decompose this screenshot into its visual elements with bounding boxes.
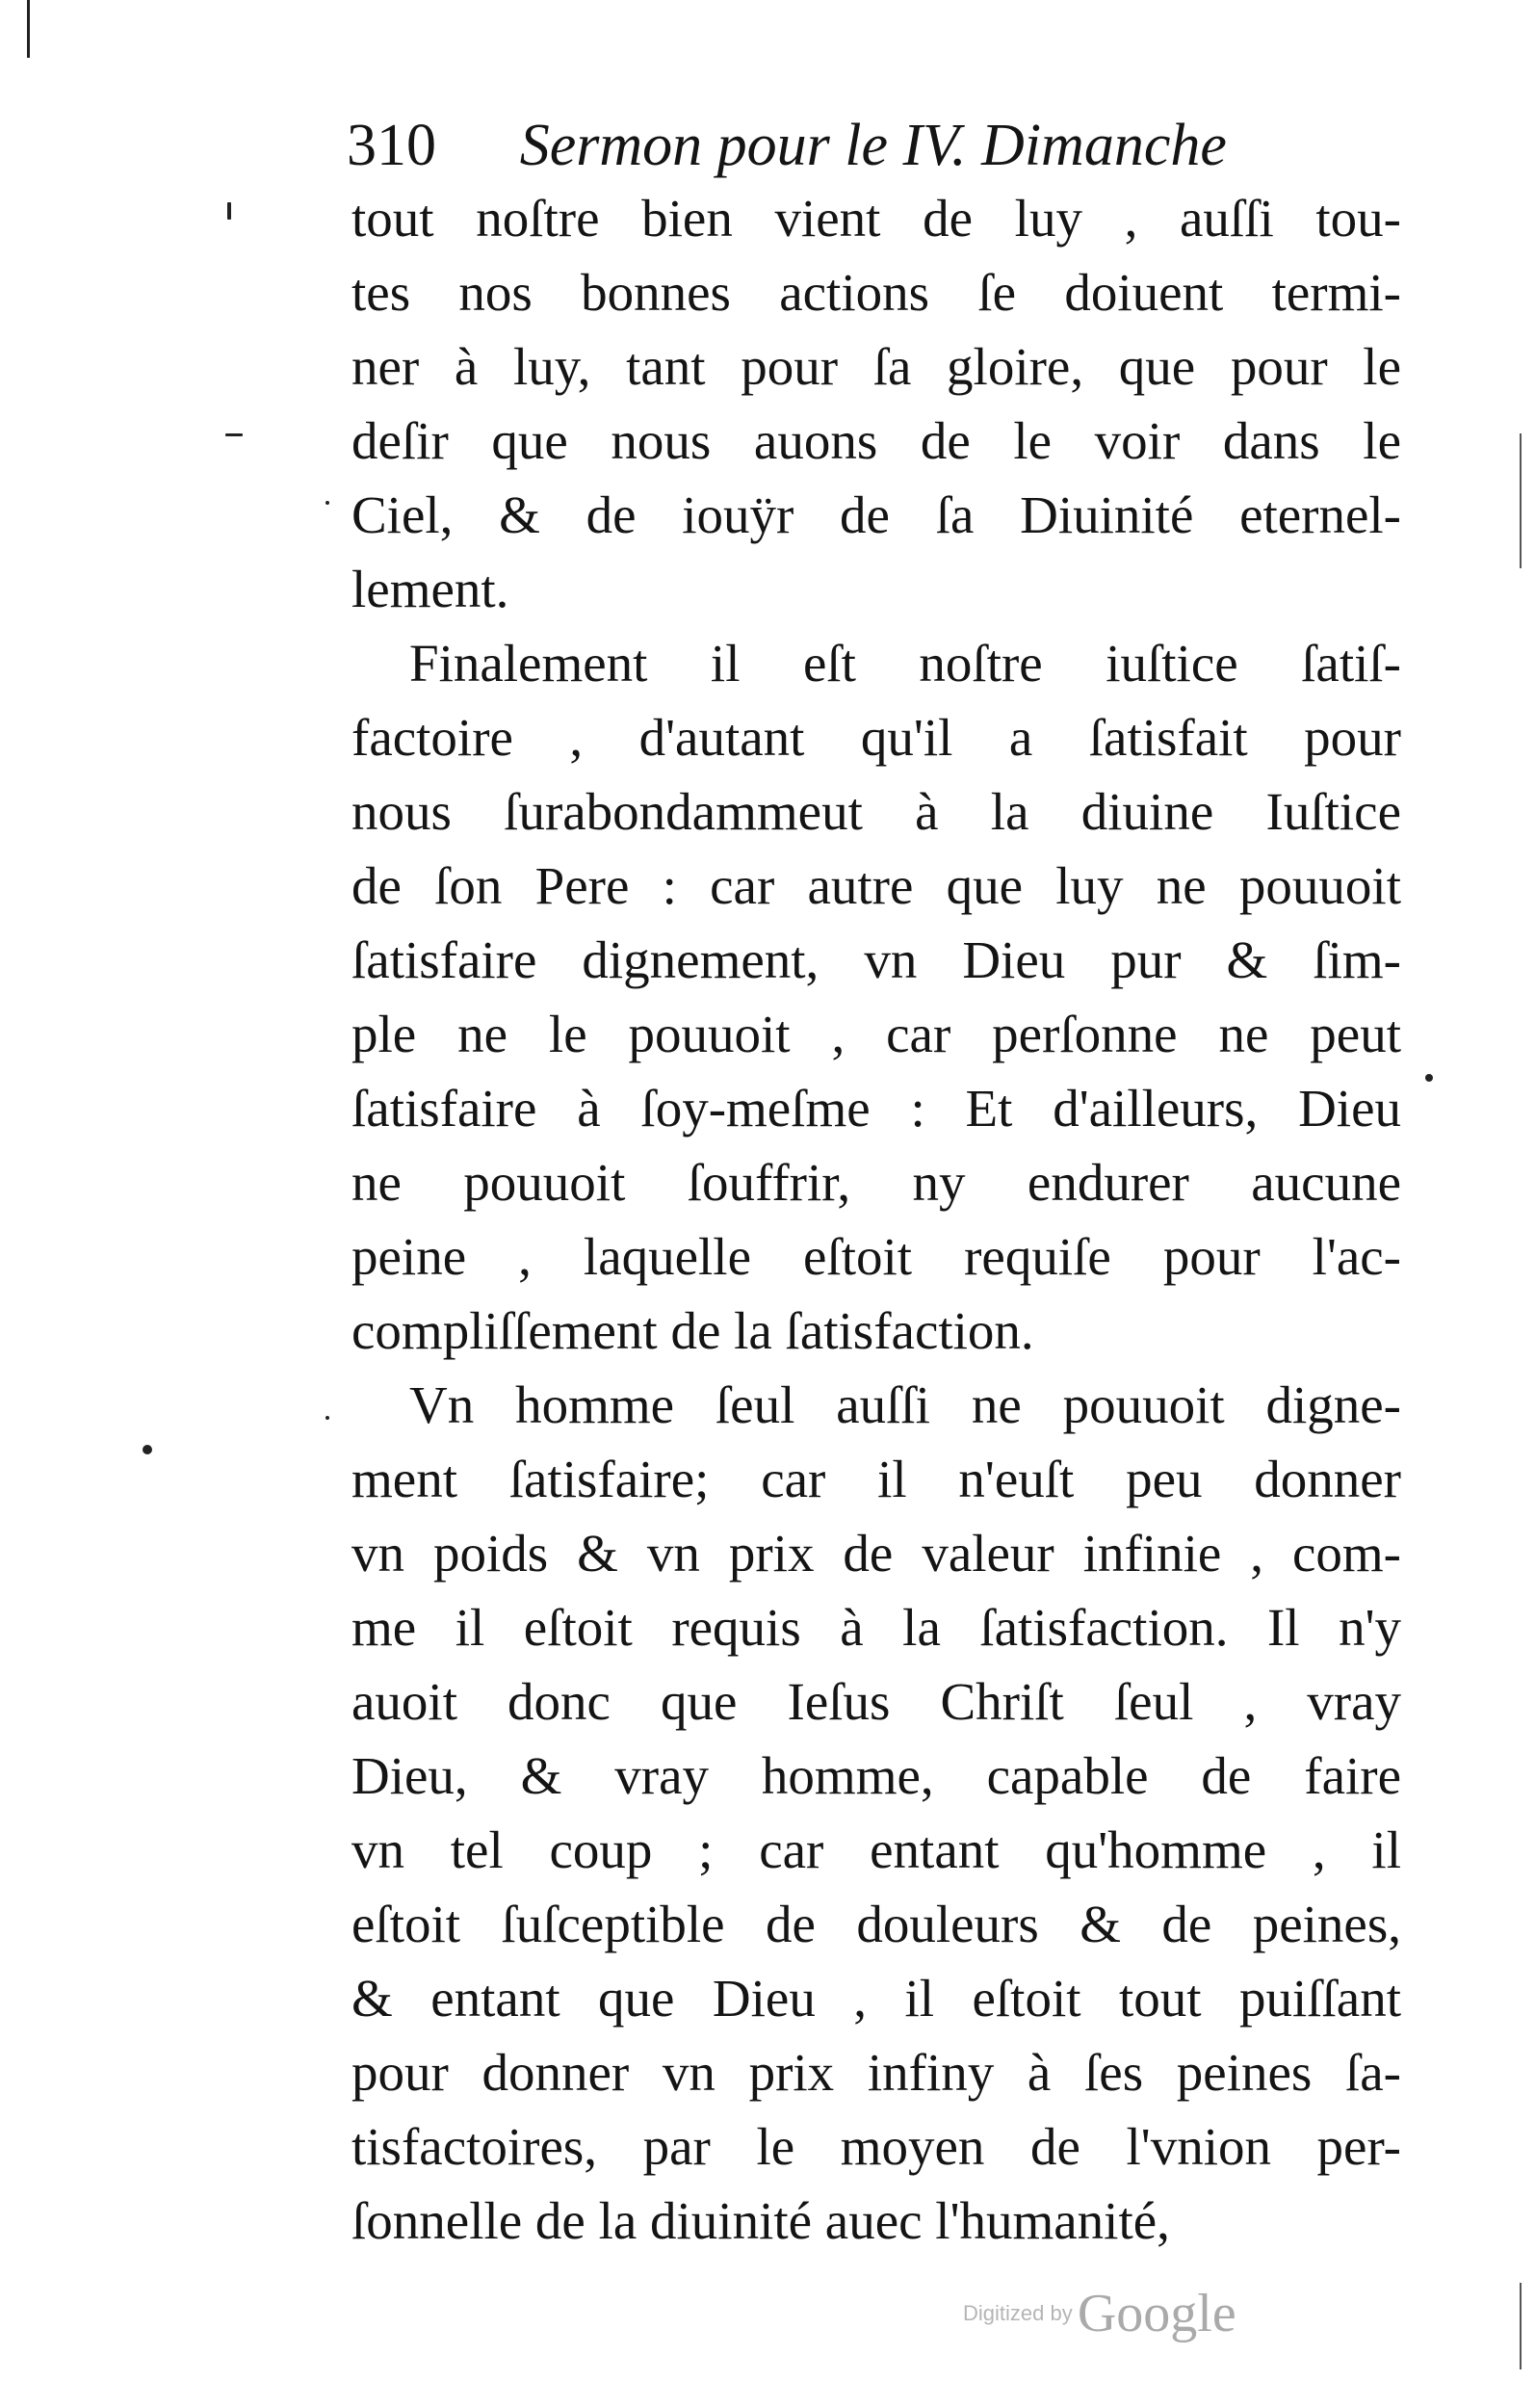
google-logo: Google xyxy=(1077,2284,1236,2343)
text-line: auoit donc que Ieſus Chriſt ſeul , vray xyxy=(351,1672,1401,1731)
digitization-watermark xyxy=(963,2283,1236,2350)
text-line: tes nos bonnes actions ſe doiuent termi- xyxy=(351,263,1401,322)
text-line: Vn homme ſeul auſſi ne pouuoit digne- xyxy=(409,1375,1401,1434)
text-line: pour donner vn prix infiny à ſes peines ſa- xyxy=(351,2043,1401,2102)
text-line: ne pouuoit ſouffrir, ny endurer aucune xyxy=(351,1153,1401,1212)
scan-speck xyxy=(143,1445,152,1454)
page-header xyxy=(347,106,1367,183)
running-title: Sermon pour le IV. Dimanche xyxy=(519,113,1227,178)
text-line: Finalement il eſt noſtre iuſtice ſatiſ- xyxy=(409,634,1401,693)
text-line: de ſon Pere : car autre que luy ne pouuoit xyxy=(351,856,1401,915)
page-number: 310 xyxy=(347,113,436,178)
text-line: tisfactoires, par le moyen de l'vnion per- xyxy=(351,2117,1401,2176)
scan-speck xyxy=(227,202,231,220)
text-line: ſatisfaire dignement, vn Dieu pur & ſim- xyxy=(351,930,1401,989)
text-line: ment ſatisfaire; car il n'euſt peu donner xyxy=(351,1450,1401,1508)
text-line: compliſſement de la ſatisfaction. xyxy=(351,1301,1034,1360)
text-line: nous ſurabondammeut à la diuine Iuſtice xyxy=(351,782,1401,841)
text-line: Ciel, & de iouÿr de ſa Diuinité eternel- xyxy=(351,485,1401,544)
page-edge-mark xyxy=(1520,2283,1522,2369)
text-line: & entant que Dieu , il eſtoit tout puiſſant xyxy=(351,1969,1401,2028)
scan-speck xyxy=(325,1416,329,1420)
page-edge-mark xyxy=(27,0,30,58)
text-line: ſatisfaire à ſoy-meſme : Et d'ailleurs, Dieu xyxy=(351,1079,1401,1138)
watermark-prefix: Digitized by xyxy=(963,2301,1073,2325)
text-line: me il eſtoit requis à la ſatisfaction. Il n'y xyxy=(351,1598,1401,1657)
text-line: vn tel coup ; car entant qu'homme , il xyxy=(351,1820,1401,1879)
scan-speck xyxy=(1425,1074,1433,1082)
text-line: Dieu, & vray homme, capable de faire xyxy=(351,1746,1401,1805)
text-line: ſonnelle de la diuinité auec l'humanité, xyxy=(351,2191,1170,2250)
scan-speck xyxy=(325,501,329,505)
text-line: vn poids & vn prix de valeur infinie , com- xyxy=(351,1524,1401,1583)
text-line: factoire , d'autant qu'il a ſatisfait pour xyxy=(351,708,1401,767)
page-edge-mark xyxy=(1520,433,1522,568)
text-line: tout noſtre bien vient de luy , auſſi tou- xyxy=(351,189,1401,248)
text-line: ple ne le pouuoit , car perſonne ne peut xyxy=(351,1005,1401,1063)
text-line: peine , laquelle eſtoit requiſe pour l'ac- xyxy=(351,1227,1401,1286)
text-line: lement. xyxy=(351,560,509,618)
text-line: deſir que nous auons de le voir dans le xyxy=(351,411,1401,470)
text-line: eſtoit ſuſceptible de douleurs & de peines, xyxy=(351,1895,1401,1953)
text-line: ner à luy, tant pour ſa gloire, que pour le xyxy=(351,337,1401,396)
body-text xyxy=(351,181,1401,2258)
scan-speck xyxy=(225,433,243,436)
